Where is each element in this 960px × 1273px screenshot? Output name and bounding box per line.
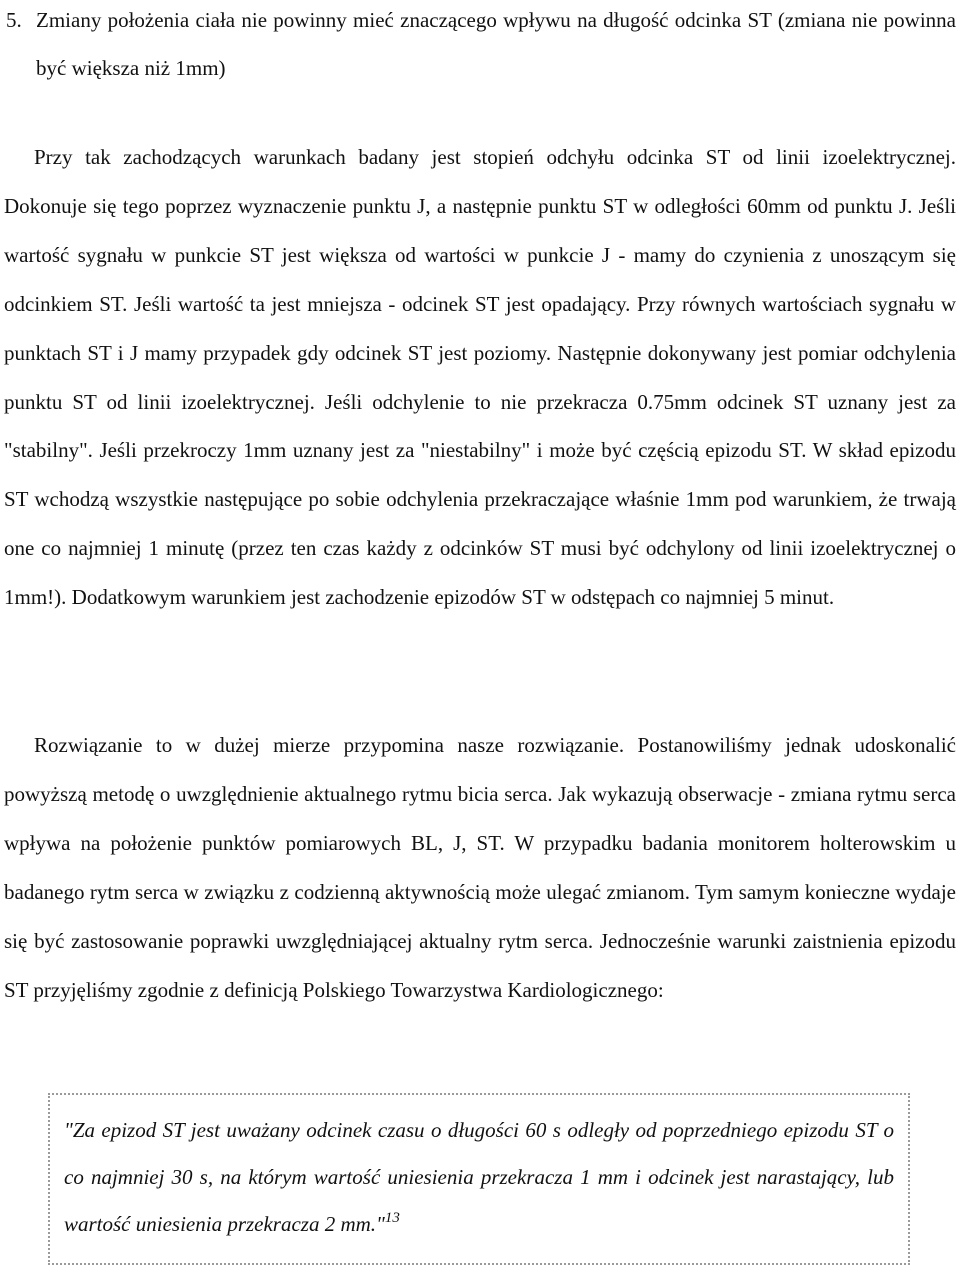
paragraph-improved-method [4, 721, 956, 1014]
definition-quote [64, 1107, 894, 1248]
quote-text: "Za epizod ST jest uważany odcinek czasu o długości 60 s odległy od poprzedniego epizodu ST o co najmniej 30 s, na którym wartość uniesienia przekracza 1 mm i odcinek jest narastający, lub wartość uniesienia przekracza 2 mm." [64, 1118, 894, 1236]
definition-quote-box [48, 1093, 910, 1265]
paragraph-text: Rozwiązanie to w dużej mierze przypomina nasze rozwiązanie. Postanowiliśmy jednak udoskonalić powyższą metodę o uwzględnienie aktualnego rytmu bicia serca. Jak wykazują obserwacje - zmiana rytmu serca wpływa na położenie punktów pomiarowych BL, J, ST. W przypadku badania monitorem holterowskim u badanego rytm serca w związku z codzienną aktywnością może ulegać zmianom. Tym samym konieczne wydaje się być zastosowanie poprawki uwzględniającej aktualny rytm serca. Jednocześnie warunki zaistnienia epizodu ST przyjęliśmy zgodnie z definicją Polskiego Towarzystwa Kardiologicznego: [4, 733, 956, 1002]
list-item-5 [6, 0, 956, 92]
list-item-number: 5. [6, 8, 22, 32]
footnote-reference: 13 [384, 1210, 400, 1226]
paragraph-st-episode-method [4, 133, 956, 622]
list-item-text: Zmiany położenia ciała nie powinny mieć znaczącego wpływu na długość odcinka ST (zmiana nie powinna być większa niż 1mm) [36, 8, 956, 80]
paragraph-text: Przy tak zachodzących warunkach badany jest stopień odchyłu odcinka ST od linii izoelektrycznej. Dokonuje się tego poprzez wyznaczenie punktu J, a następnie punktu ST w odległości 60mm od punktu J. Jeśli wartość sygnału w punkcie ST jest większa od wartości w punkcie J - mamy do czynienia z unoszącym się odcinkiem ST. Jeśli wartość ta jest mniejsza - odcinek ST jest opadający. Przy równych wartościach sygnału w punktach ST i J mamy przypadek gdy odcinek ST jest poziomy. Następnie dokonywany jest pomiar odchylenia punktu ST od linii izoelektrycznej. Jeśli odchylenie to nie przekracza 0.75mm odcinek ST uznany jest za "stabilny". Jeśli przekroczy 1mm uznany jest za "niestabilny" i może być częścią epizodu ST. W skład epizodu ST wchodzą wszystkie następujące po sobie odchylenia przekraczające właśnie 1mm pod warunkiem, że trwają one co najmniej 1 minutę (przez ten czas każdy z odcinków ST musi być odchylony od linii izoelektrycznej o 1mm!). Dodatkowym warunkiem jest zachodzenie epizodów ST w odstępach co najmniej 5 minut. [4, 145, 956, 610]
